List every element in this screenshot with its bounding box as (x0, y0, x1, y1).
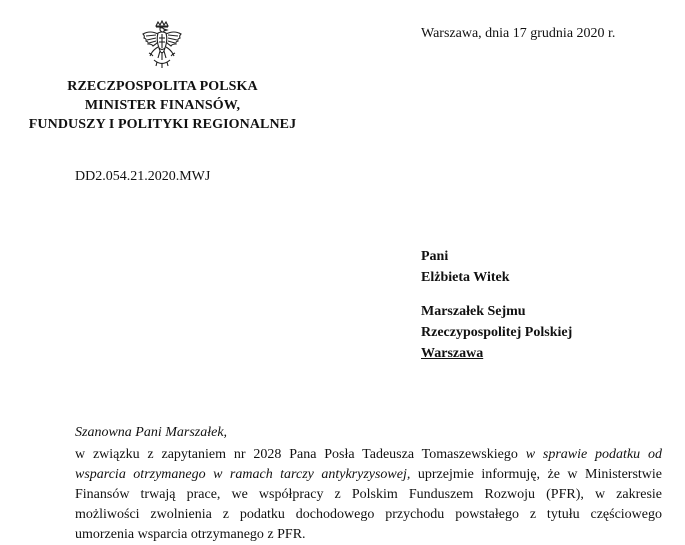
body-text-italic: w sprawie podatku od (525, 447, 663, 462)
recipient-name: Elżbieta Witek (421, 270, 510, 285)
spacer (421, 288, 572, 301)
reference-number: DD2.054.21.2020.MWJ (75, 169, 211, 184)
recipient-position: Marszałek Sejmu (421, 304, 526, 319)
recipient-title: Pani (421, 249, 449, 264)
recipient-block (421, 246, 572, 364)
issuer-line: MINISTER FINANSÓW, (84, 98, 241, 113)
issuer-line: FUNDUSZY I POLITYKI REGIONALNEJ (28, 117, 297, 132)
issuer-line: RZECZPOSPOLITA POLSKA (67, 79, 258, 94)
body-text-segment: w związku z zapytaniem nr 2028 Pana Posła Tadeusza Tomaszewskiego (75, 447, 526, 462)
salutation: Szanowna Pani Marszałek, (75, 425, 228, 440)
body-line: Finansów trwają prace, we współpracy z Polskim Funduszem Rozwoju (PFR), w zakresie (75, 487, 662, 502)
polish-eagle-emblem-icon (140, 20, 184, 70)
body-line: umorzenia wsparcia otrzymanego z PFR. (75, 527, 306, 542)
body-line: możliwości zwolnienia z podatku dochodowego przychodu powstałego z tytułu częściowego (75, 507, 662, 522)
letter-date: Warszawa, dnia 17 grudnia 2020 r. (421, 26, 616, 41)
body-line (75, 445, 662, 465)
body-line (75, 465, 662, 485)
body-text-italic: wsparcia otrzymanego w ramach tarczy antykryzysowej, (75, 467, 411, 482)
recipient-city: Warszawa (421, 346, 484, 361)
letter-body (75, 445, 662, 545)
recipient-position: Rzeczypospolitej Polskiej (421, 325, 573, 340)
body-text-segment: uprzejmie informuję, że w Ministerstwie (410, 467, 663, 482)
issuer-block (10, 77, 315, 134)
